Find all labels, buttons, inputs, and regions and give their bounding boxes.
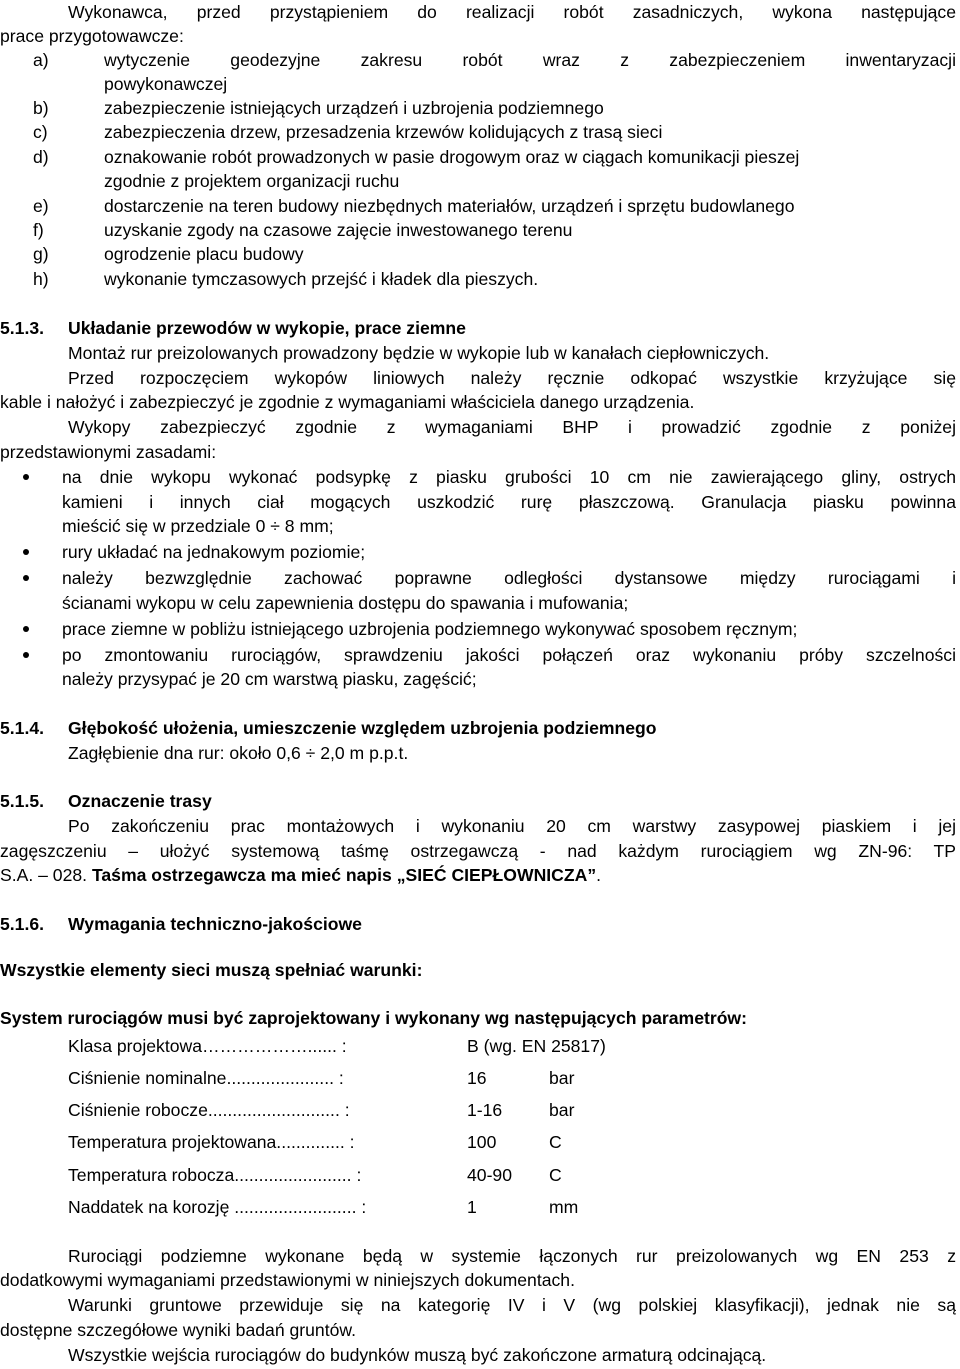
list-item-text: dostarczenie na teren budowy niezbędnych materiałów, urządzeń i sprzętu budowlanego [104,196,795,216]
paragraph-line [0,741,960,765]
param-name: Klasa projektowa………………...... : [68,1036,347,1056]
list-item-a [0,48,960,72]
param-name: Ciśnienie robocze........................... : [68,1100,350,1120]
section-heading-5-1-5 [0,789,960,813]
list-item-e [0,194,960,218]
param-name: Naddatek na korozję ......................... : [68,1197,367,1217]
requirements-heading-text: Wszystkie elementy sieci muszą spełniać warunki: [0,960,423,980]
paragraph-text: Przed rozpoczęciem wykopów liniowych należy ręcznie odkopać wszystkie krzyżujące się [68,368,956,388]
paragraph-line [0,1343,960,1367]
list-item-text: zgodnie z projektem organizacji ruchu [104,171,400,191]
bullet-text: po zmontowaniu rurociągów, sprawdzeniu jakości połączeń oraz wykonaniu próby szczelności [62,645,956,665]
list-item-d-cont [0,169,960,193]
section-title: Układanie przewodów w wykopie, prace ziemne [68,318,466,338]
list-label: e) [33,196,49,216]
bullet-item-cont [0,591,960,615]
paragraph-text: Zagłębienie dna rur: około 0,6 ÷ 2,0 m p.p.t. [68,743,409,763]
list-label: g) [33,244,49,264]
system-heading-text: System rurociągów musi być zaprojektowany i wykonany wg następujących parametrów: [0,1008,747,1028]
list-label: b) [33,98,49,118]
bullet-text: należy bezwzględnie zachować poprawne odległości dystansowe między rurociągami i [62,568,956,588]
param-value: 1 [467,1197,477,1217]
bullet-text: prace ziemne w pobliżu istniejącego uzbrojenia podziemnego wykonywać sposobem ręcznym; [62,619,798,639]
section-title: Głębokość ułożenia, umieszczenie względem uzbrojenia podziemnego [68,718,657,738]
list-item-text: ogrodzenie placu budowy [104,244,304,264]
paragraph-line [0,1244,960,1268]
bullet-item [0,566,960,590]
bullet-icon [23,474,29,480]
section-number: 5.1.6. [0,914,45,934]
paragraph-line [0,839,960,863]
list-item-f [0,218,960,242]
paragraph-line [0,341,960,365]
section-title: Oznaczenie trasy [68,791,212,811]
bullet-item-cont [0,667,960,691]
section-heading-5-1-3 [0,316,960,340]
bullet-item [0,540,960,564]
bullet-item [0,465,960,489]
param-row-temperatura-robocza [0,1163,960,1187]
paragraph-text: Montaż rur preizolowanych prowadzony będzie w wykopie lub w kanałach ciepłowniczych. [68,343,770,363]
paragraph-text: dostępne szczegółowe wyniki badań gruntów. [0,1320,357,1340]
list-item-text: wykonanie tymczasowych przejść i kładek dla pieszych. [104,269,539,289]
paragraph-text-end: . [596,865,602,885]
section-number: 5.1.4. [0,718,45,738]
param-name: Ciśnienie nominalne...................... : [68,1068,344,1088]
system-heading [0,1006,960,1030]
bullet-item [0,617,960,641]
paragraph-line [0,1268,960,1292]
list-item-b [0,96,960,120]
bullet-text: należy przysypać je 20 cm warstwą piasku, zagęścić; [62,669,477,689]
param-value: 40-90 [467,1165,512,1185]
param-value: 16 [467,1068,487,1088]
list-label: f) [33,220,44,240]
paragraph-text: dodatkowymi wymaganiami przedstawionymi w niniejszych dokumentach. [0,1270,575,1290]
bullet-text: kamieni i innych ciał mogących uszkodzić rurę płaszczową. Granulacja piasku powinna [62,492,956,512]
requirements-heading [0,958,960,982]
list-item-h [0,267,960,291]
list-item-text: zabezpieczenia drzew, przesadzenia krzewów kolidujących z trasą sieci [104,122,663,142]
param-row-cisnienie-nominalne [0,1066,960,1090]
warning-tape-note: Taśma ostrzegawcza ma mieć napis „SIEĆ CIEPŁOWNICZA” [91,865,597,885]
bullet-icon [23,626,29,632]
list-label: a) [33,50,49,70]
list-item-g [0,242,960,266]
paragraph-text: Warunki gruntowe przewiduje się na kategorię IV i V (wg polskiej klasyfikacji), jednak nie są [68,1295,956,1315]
intro-line [0,0,960,24]
param-row-cisnienie-robocze [0,1098,960,1122]
param-unit: C [549,1165,562,1185]
bullet-item-cont [0,514,960,538]
paragraph-line [0,814,960,838]
section-title: Wymagania techniczno-jakościowe [68,914,362,934]
intro-text: Wykonawca, przed przystąpieniem do realizacji robót zasadniczych, wykona następujące [68,2,956,22]
list-item-c [0,120,960,144]
bullet-text: ścianami wykopu w celu zapewnienia dostępu do spawania i mufowania; [62,593,629,613]
paragraph-line [0,415,960,439]
paragraph-line [0,863,960,887]
list-item-a-cont [0,72,960,96]
paragraph-text [0,863,601,887]
param-row-klasa [0,1034,960,1058]
bullet-text: rury układać na jednakowym poziomie; [62,542,366,562]
param-value: B (wg. EN 25817) [467,1036,606,1056]
list-label: d) [33,147,49,167]
bullet-icon [23,549,29,555]
section-number: 5.1.3. [0,318,45,338]
list-item-d [0,145,960,169]
bullet-item-cont [0,490,960,514]
paragraph-line [0,1318,960,1342]
paragraph-text: Rurociągi podziemne wykonane będą w systemie łączonych rur preizolowanych wg EN 253 z [68,1246,956,1266]
paragraph-line [0,366,960,390]
bullet-text: mieścić się w przedziale 0 ÷ 8 mm; [62,516,334,536]
param-unit: bar [549,1100,575,1120]
list-item-text: uzyskanie zgody na czasowe zajęcie inwestowanego terenu [104,220,573,240]
paragraph-text: kable i nałożyć i zabezpieczyć je zgodnie z wymaganiami właściciela danego urządzenia. [0,392,695,412]
paragraph-text-plain: S.A. – 028. [0,865,92,885]
paragraph-text: Po zakończeniu prac montażowych i wykonaniu 20 cm warstwy zasypowej piaskiem i jej [68,816,956,836]
bullet-item [0,643,960,667]
section-heading-5-1-4 [0,716,960,740]
param-unit: bar [549,1068,575,1088]
list-label: c) [33,122,48,142]
bullet-text: na dnie wykopu wykonać podsypkę z piasku grubości 10 cm nie zawierającego gliny, ostrych [62,467,956,487]
param-value: 1-16 [467,1100,503,1120]
paragraph-line [0,440,960,464]
list-label: h) [33,269,49,289]
intro-text: prace przygotowawcze: [0,26,184,46]
param-unit: mm [549,1197,579,1217]
section-number: 5.1.5. [0,791,45,811]
paragraph-line [0,390,960,414]
bullet-icon [23,575,29,581]
section-heading-5-1-6 [0,912,960,936]
list-item-text: zabezpieczenie istniejących urządzeń i uzbrojenia podziemnego [104,98,604,118]
paragraph-text: Wszystkie wejścia rurociągów do budynków muszą być zakończone armaturą odcinającą. [68,1345,767,1365]
param-row-temperatura-projektowana [0,1130,960,1154]
param-row-naddatek [0,1195,960,1219]
param-name: Temperatura robocza........................ : [68,1165,362,1185]
intro-line [0,24,960,48]
list-item-text: oznakowanie robót prowadzonych w pasie drogowym oraz w ciągach komunikacji pieszej [104,147,800,167]
list-item-text: wytyczenie geodezyjne zakresu robót wraz z zabezpieczeniem inwentaryzacji [104,50,956,70]
param-unit: C [549,1132,562,1152]
bullet-icon [23,652,29,658]
list-item-text: powykonawczej [104,74,228,94]
paragraph-text: Wykopy zabezpieczyć zgodnie z wymaganiami BHP i prowadzić zgodnie z poniżej [68,417,956,437]
paragraph-line [0,1293,960,1317]
param-name: Temperatura projektowana.............. : [68,1132,355,1152]
param-value: 100 [467,1132,497,1152]
paragraph-text: przedstawionymi zasadami: [0,442,217,462]
paragraph-text: zagęszczeniu – ułożyć systemową taśmę ostrzegawczą - nad każdym rurociągiem wg ZN-96: TP [0,841,956,861]
